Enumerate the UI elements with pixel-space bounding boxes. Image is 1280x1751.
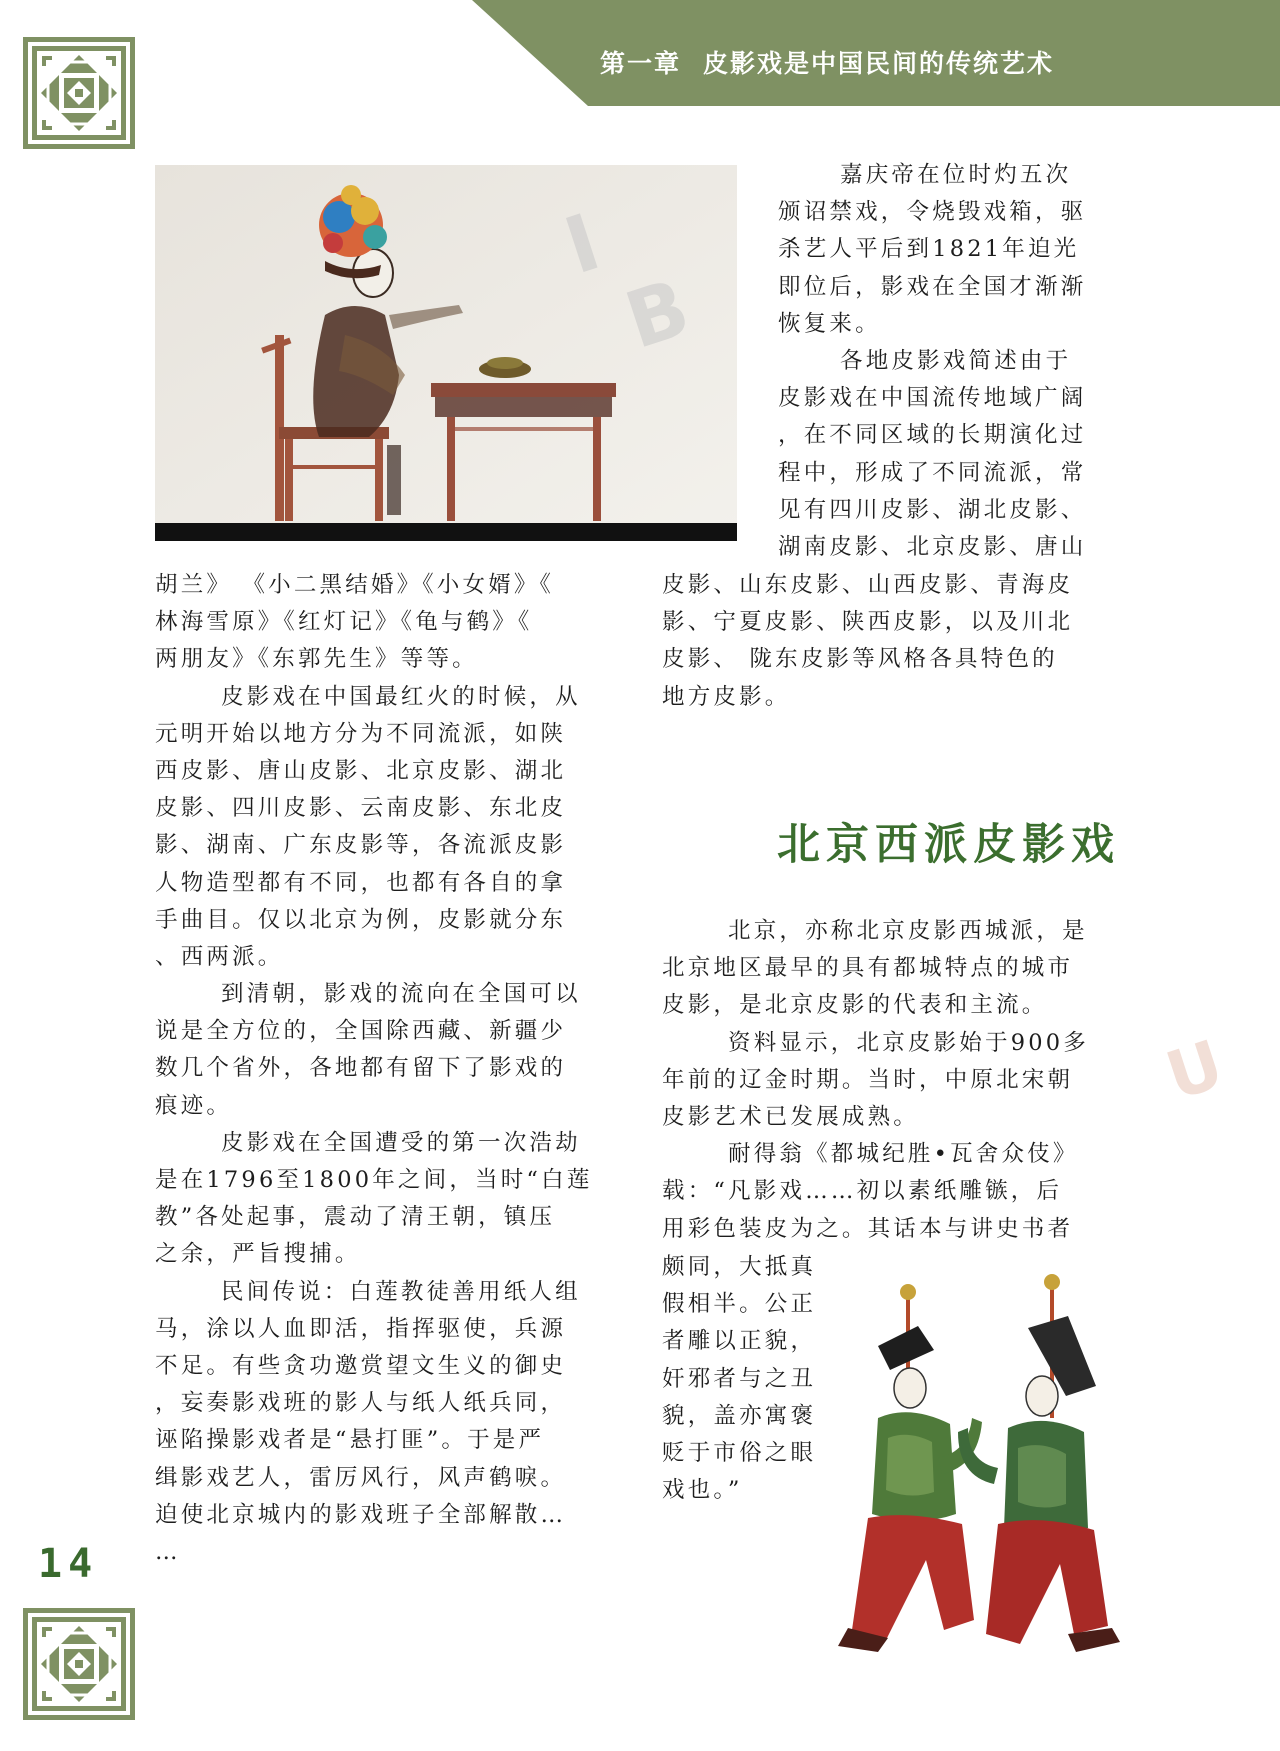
text-line: 北京，亦称北京皮影西城派，是 — [728, 918, 1088, 944]
text-line: 用彩色装皮为之。其话本与讲史书者 — [662, 1215, 1074, 1242]
text-line: 恢复来。 — [778, 310, 881, 337]
text-line: 缉影戏艺人，雷厉风行，风声鹤唳。 — [155, 1464, 567, 1491]
left-puppet-figure — [838, 1284, 982, 1652]
text-line: 年前的辽金时期。当时，中原北宋朝 — [662, 1066, 1074, 1093]
page-number: 14 — [38, 1541, 99, 1587]
text-line: 之余，严旨搜捕。 — [155, 1241, 361, 1268]
text-line: 皮影、 陇东皮影等风格各具特色的 — [662, 646, 1058, 673]
text-line: 皮影，是北京皮影的代表和主流。 — [662, 992, 1048, 1019]
text-line: 皮影、四川皮影、云南皮影、东北皮 — [155, 795, 567, 822]
text-line: 假相半。公正 — [662, 1291, 817, 1318]
text-line: 资料显示，北京皮影始于900多 — [728, 1029, 1089, 1056]
text-line: ，在不同区域的长期演化过 — [778, 422, 1087, 449]
right-column-top-text — [778, 157, 1138, 566]
text-line: 诬陷操影戏者是“悬打匪”。于是严 — [155, 1427, 545, 1454]
chapter-name: 皮影戏是中国民间的传统艺术 — [703, 49, 1055, 78]
text-line: 马，涂以人血即活，指挥驱使，兵源 — [155, 1315, 567, 1342]
text-line: 皮影戏在中国流传地域广阔 — [778, 385, 1087, 412]
text-line: 影、湖南、广东皮影等，各流派皮影 — [155, 832, 567, 859]
left-column-text — [155, 567, 635, 1571]
text-line: 颇同，大抵真 — [662, 1254, 817, 1280]
text-line: 北京地区最早的具有都城特点的城市 — [662, 955, 1074, 982]
text-line: 迫使北京城内的影戏班子全部解散… — [155, 1501, 567, 1528]
right-column-mid-text — [662, 567, 1122, 716]
two-puppets-photo — [838, 1268, 1130, 1678]
text-line: 教”各处起事，震动了清王朝，镇压 — [155, 1204, 556, 1231]
text-line: 元明开始以地方分为不同流派，如陕 — [155, 720, 567, 747]
text-line: 颁诏禁戏，令烧毁戏箱，驱 — [778, 199, 1087, 226]
right-puppet-figure — [958, 1274, 1120, 1652]
text-line: 载：“凡影戏……初以素纸雕镞，后 — [662, 1178, 1063, 1205]
text-line: 嘉庆帝在位时灼五次 — [840, 162, 1072, 188]
text-line: 即位后，影戏在全国才渐渐 — [778, 273, 1087, 300]
text-line: 人物造型都有不同，也都有各自的拿 — [155, 869, 567, 896]
text-line: 数几个省外，各地都有留下了影戏的 — [155, 1055, 567, 1082]
text-line: 皮影戏在中国最红火的时候，从 — [221, 683, 581, 710]
text-line: 西皮影、唐山皮影、北京皮影、湖北 — [155, 757, 567, 784]
text-line: 各地皮影戏简述由于 — [840, 347, 1072, 374]
text-line: 民间传说：白莲教徒善用纸人组 — [221, 1278, 581, 1305]
text-line: 见有四川皮影、湖北皮影、 — [778, 496, 1087, 523]
text-line: 痕迹。 — [155, 1092, 233, 1119]
text-line: 说是全方位的，全国除西藏、新疆少 — [155, 1018, 567, 1045]
text-line: 皮影戏在全国遭受的第一次浩劫 — [221, 1129, 581, 1156]
text-line: 奸邪者与之丑 — [662, 1365, 817, 1392]
text-line: … — [155, 1538, 181, 1565]
text-line: 不足。有些贪功邀赏望文生义的御史 — [155, 1352, 567, 1379]
text-line: 程中，形成了不同流派，常 — [778, 459, 1087, 486]
watermark-letter: I — [554, 197, 611, 293]
text-line: 、西两派。 — [155, 943, 284, 970]
text-line: 地方皮影。 — [662, 683, 791, 710]
section-heading: 北京西派皮影戏 — [777, 820, 1120, 870]
text-line: ，妄奏影戏班的影人与纸人纸兵同， — [155, 1390, 567, 1417]
text-line: 貌，盖亦寓褒 — [662, 1402, 817, 1429]
text-line: 皮影、山东皮影、山西皮影、青海皮 — [662, 572, 1074, 598]
text-line: 胡兰》 《小二黑结婚》《小女婿》《 — [155, 572, 555, 598]
text-line: 影、宁夏皮影、陕西皮影，以及川北 — [662, 609, 1074, 636]
text-line: 戏也。” — [662, 1477, 743, 1504]
text-line: 是在1796至1800年之间，当时“白莲 — [155, 1167, 593, 1193]
ornament-top — [22, 36, 136, 150]
text-line: 杀艺人平后到1821年迫光 — [778, 236, 1080, 263]
ornament-bottom — [22, 1607, 136, 1721]
right-column-tail-text — [662, 1249, 852, 1509]
chapter-title — [600, 44, 1250, 84]
text-line: 湖南皮影、北京皮影、唐山 — [778, 533, 1087, 560]
text-line: 到清朝，影戏的流向在全国可以 — [221, 981, 581, 1008]
text-line: 皮影艺术已发展成熟。 — [662, 1103, 920, 1130]
text-line: 林海雪原》《红灯记》《龟与鹤》《 — [155, 609, 533, 636]
right-column-lower-text — [662, 913, 1132, 1248]
watermark-letter: U — [1157, 1025, 1233, 1116]
watermark-letter: B — [615, 263, 700, 367]
text-line: 耐得翁《都城纪胜•瓦舍众伎》 — [728, 1141, 1079, 1168]
text-line: 贬于市俗之眼 — [662, 1439, 817, 1466]
chapter-number: 第一章 — [600, 49, 682, 78]
text-line: 手曲目。仅以北京为例，皮影就分东 — [155, 906, 567, 933]
text-line: 两朋友》《东郭先生》等等。 — [155, 646, 478, 673]
text-line: 者雕以正貌， — [662, 1328, 817, 1355]
